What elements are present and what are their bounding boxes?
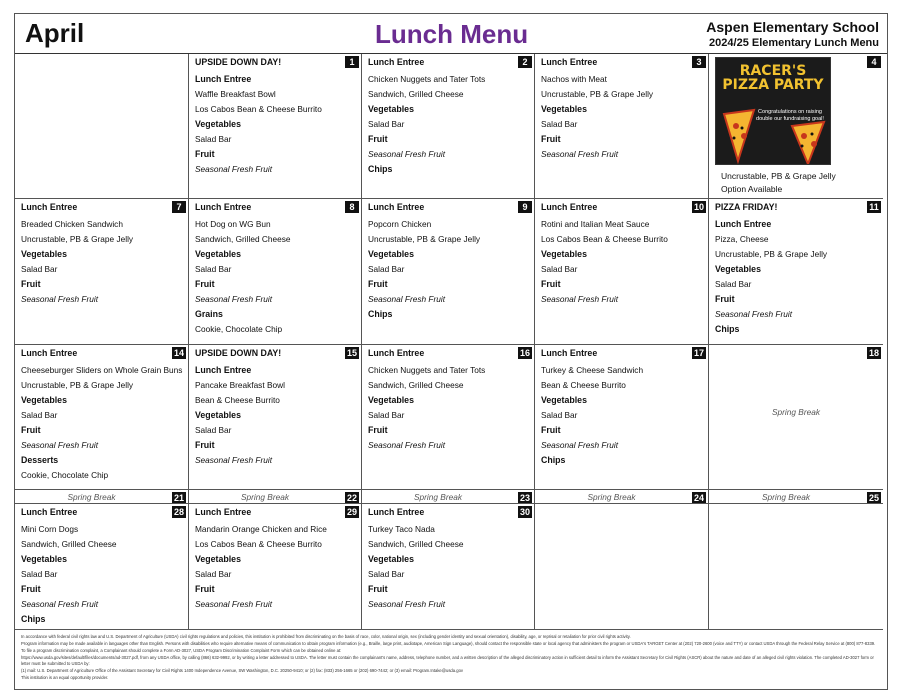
menu-item: Bean & Cheese Burrito [195,395,280,405]
day-cell-25 [709,490,883,504]
footer-paragraph: https://www.usda.gov/sites/default/files/documents/ad-3027.pdf, from any USDA office, by calling (866) 632-9992, or by writing a letter addressed to USDA. The letter must contain the complainant's name, address, telephone number, and a written description of the alleged discriminatory action in sufficient detail to inform the Assistant Secretary for Civil Rights (ASCR) about the nature and date of an alleged civil rights violation. The completed AD-3027 form or letter must be submitted to USDA by: [21,655,874,666]
menu-item: Uncrustable, PB & Grape Jelly [21,234,134,244]
menu-item: Seasonal Fresh Fruit [21,440,99,450]
menu-item: Seasonal Fresh Fruit [715,309,793,319]
day-cell-17 [535,345,709,490]
day-number: 2 [518,56,532,68]
menu-category-heading: Fruit [21,279,41,289]
school-name: Aspen Elementary School [706,19,879,35]
day-number: 22 [346,493,357,503]
menu-item: Cheeseburger Sliders on Whole Grain Buns [21,365,183,375]
poster-caption-line-2: Option Available [721,184,783,194]
menu-item: Salad Bar [195,425,232,435]
menu-item: Seasonal Fresh Fruit [195,599,273,609]
day-cell-7 [15,199,189,345]
day-number: 4 [867,56,881,68]
menu-item: Seasonal Fresh Fruit [541,440,619,450]
menu-item: Salad Bar [368,569,405,579]
menu-item: Seasonal Fresh Fruit [368,149,446,159]
menu-category-heading: Fruit [368,134,388,144]
menu-category-heading: Chips [368,309,393,319]
menu-item: Seasonal Fresh Fruit [195,294,273,304]
day-cell-11 [709,199,883,345]
page-title: Lunch Menu [375,19,529,49]
menu-category-heading: Lunch Entree [195,74,252,84]
menu-category-heading: Chips [21,614,46,624]
menu-category-heading: Fruit [715,294,735,304]
nondiscrimination-statement [21,634,883,689]
day-cell-3 [535,54,709,199]
menu-category-heading: Lunch Entree [541,348,598,358]
menu-category-heading: Chips [715,324,740,334]
menu-category-heading: Vegetables [368,104,414,114]
menu-category-heading: Grains [195,309,223,319]
day-cell-29 [189,504,362,630]
menu-item: Chicken Nuggets and Tater Tots [368,365,486,375]
menu-category-heading: UPSIDE DOWN DAY! [195,348,282,358]
menu-category-heading: Vegetables [195,410,241,420]
menu-item: Salad Bar [21,410,58,420]
day-number: 14 [173,348,184,358]
menu-item: Seasonal Fresh Fruit [195,455,273,465]
menu-item: Sandwich, Grilled Cheese [21,539,117,549]
menu-category-heading: Lunch Entree [195,202,252,212]
school-block [706,19,879,49]
day-cell-9 [362,199,535,345]
menu-item: Salad Bar [368,119,405,129]
day-cell-23 [362,490,535,504]
menu-item: Salad Bar [195,134,232,144]
menu-item: Los Cabos Bean & Cheese Burrito [195,539,322,549]
day-cell-18 [709,345,883,490]
menu-category-heading: Vegetables [541,395,587,405]
menu-item: Mandarin Orange Chicken and Rice [195,524,327,534]
menu-item: Turkey Taco Nada [368,524,435,534]
day-number: 16 [519,348,530,358]
menu-item: Popcorn Chicken [368,219,432,229]
poster-title: RACER'S PIZZA PARTY [722,63,824,93]
menu-item: Nachos with Meat [541,74,607,84]
menu-category-heading: Desserts [21,455,59,465]
menu-category-heading: Lunch Entree [21,507,78,517]
menu-category-heading: Vegetables [195,554,241,564]
day-number: 30 [519,507,530,517]
menu-item: Los Cabos Bean & Cheese Burrito [541,234,668,244]
menu-item: Salad Bar [21,264,58,274]
menu-category-heading: Lunch Entree [368,348,425,358]
menu-category-heading: Lunch Entree [368,202,425,212]
poster-caption-line-1: Uncrustable, PB & Grape Jelly [721,171,836,181]
menu-category-heading: Fruit [541,134,561,144]
menu-item: Salad Bar [715,279,752,289]
menu-item: Salad Bar [541,264,578,274]
menu-item: Seasonal Fresh Fruit [195,164,273,174]
menu-item: Seasonal Fresh Fruit [368,294,446,304]
menu-item: Salad Bar [195,264,232,274]
menu-category-heading: Vegetables [195,249,241,259]
day-cell-24 [535,490,709,504]
day-number: 1 [345,56,359,68]
menu-item: Turkey & Cheese Sandwich [541,365,644,375]
menu-category-heading: Vegetables [21,554,67,564]
menu-item: Uncrustable, PB & Grape Jelly [21,380,134,390]
menu-category-heading: Fruit [368,584,388,594]
menu-category-heading: Vegetables [541,104,587,114]
day-cell-1 [189,54,362,199]
spring-break-label: Spring Break [772,407,820,417]
day-number: 11 [867,201,881,213]
month-title: April [25,18,85,48]
menu-category-heading: Vegetables [715,264,761,274]
menu-item: Salad Bar [368,410,405,420]
day-number: 25 [868,493,879,503]
day-number: 10 [693,202,704,212]
menu-item: Seasonal Fresh Fruit [368,599,446,609]
menu-category-heading: PIZZA FRIDAY! [715,202,778,212]
day-number: 21 [173,493,184,503]
menu-item: Sandwich, Grilled Cheese [195,234,291,244]
calendar-grid [15,54,887,630]
menu-category-heading: Lunch Entree [541,202,598,212]
day-cell-2 [362,54,535,199]
menu-item: Pancake Breakfast Bowl [195,380,285,390]
menu-category-heading: Lunch Entree [541,57,598,67]
menu-item: Uncrustable, PB & Grape Jelly [541,89,654,99]
footer-paragraph: In accordance with federal civil rights law and U.S. Department of Agriculture (USDA) civil rights regulations and policies, this institution is prohibited from discriminating on the basis of race, color, national origin, sex (including gender identity and sexual orientation), disability, age, or reprisal or retaliation for prior civil rights activity. [21,634,631,639]
menu-category-heading: Fruit [195,440,215,450]
menu-category-heading: Fruit [195,279,215,289]
day-number: 3 [692,56,706,68]
menu-header [15,14,887,54]
day-number: 15 [346,348,357,358]
menu-category-heading: Fruit [21,425,41,435]
day-cell-16 [362,345,535,490]
footer-paragraph: (1) mail: U.S. Department of Agriculture Office of the Assistant Secretary for Civil Rights 1400 Independence Avenue, SW Washington, D.C. 20250-9410; or (2) fax: (833) 256-1665 or (202) 690-7442; or (3) email: Program.Intake@usda.gov [21,668,463,673]
spring-break-label: Spring Break [762,492,810,502]
day-number: 24 [693,493,704,503]
menu-item: Salad Bar [541,410,578,420]
poster-message: Congratulations on raising double our fundraising goal! [756,109,824,122]
menu-item: Pizza, Cheese [715,234,769,244]
day-number: 28 [173,507,184,517]
menu-item: Seasonal Fresh Fruit [541,149,619,159]
day-cell-28 [15,504,189,630]
menu-category-heading: Lunch Entree [21,348,78,358]
day-cell-30 [362,504,535,630]
menu-category-heading: Fruit [21,584,41,594]
menu-category-heading: Fruit [368,425,388,435]
menu-category-heading: UPSIDE DOWN DAY! [195,57,282,67]
menu-item: Uncrustable, PB & Grape Jelly [368,234,481,244]
spring-break-label: Spring Break [241,492,289,502]
empty-day-cell [709,504,883,630]
menu-item: Seasonal Fresh Fruit [21,599,99,609]
menu-category-heading: Vegetables [195,119,241,129]
day-number: 18 [868,348,879,358]
menu-item: Bean & Cheese Burrito [541,380,626,390]
day-cell-10 [535,199,709,345]
menu-item: Sandwich, Grilled Cheese [368,380,464,390]
menu-item: Salad Bar [21,569,58,579]
menu-subtitle: 2024/25 Elementary Lunch Menu [709,37,879,49]
menu-item: Salad Bar [368,264,405,274]
menu-category-heading: Chips [541,455,566,465]
menu-category-heading: Fruit [541,425,561,435]
day-cell-21 [15,490,189,504]
empty-day-cell [535,504,709,630]
menu-category-heading: Chips [368,164,393,174]
menu-item: Seasonal Fresh Fruit [21,294,99,304]
menu-item: Cookie, Chocolate Chip [195,324,283,334]
menu-sheet [14,13,888,690]
day-number: 7 [172,201,186,213]
menu-item: Salad Bar [195,569,232,579]
day-cell-8 [189,199,362,345]
menu-item: Hot Dog on WG Bun [195,219,271,229]
poster-caption [721,170,836,196]
menu-category-heading: Fruit [195,149,215,159]
menu-item: Breaded Chicken Sandwich [21,219,123,229]
menu-item: Salad Bar [541,119,578,129]
footer-paragraph: Program information may be made available in languages other than English. Persons with disabilities who require alternative means of communication to obtain program information (e.g., Braille, large print, audiotape, American Sign Language), should contact the responsible state or local agency that administers the program or USDA's TARGET Center at (202) 720-2600 (voice and TTY) or contact USDA through the Federal Relay Service at (800) 877-8339. [21,641,876,646]
menu-item: Cookie, Chocolate Chip [21,470,109,480]
spring-break-label: Spring Break [414,492,462,502]
menu-category-heading: Fruit [541,279,561,289]
footer-paragraph: To file a program discrimination complaint, a Complainant should complete a Form AD-3027, USDA Program Discrimination Complaint Form which can be obtained online at: [21,648,342,653]
day-number: 9 [518,201,532,213]
day-cell-22 [189,490,362,504]
spring-break-label: Spring Break [67,492,116,502]
menu-category-heading: Vegetables [541,249,587,259]
menu-category-heading: Vegetables [368,395,414,405]
menu-category-heading: Vegetables [368,249,414,259]
menu-category-heading: Lunch Entree [368,507,425,517]
day-cell-14 [15,345,189,490]
menu-category-heading: Lunch Entree [368,57,425,67]
menu-category-heading: Vegetables [368,554,414,564]
day-number: 23 [519,493,530,503]
menu-category-heading: Vegetables [21,395,67,405]
day-cell-15 [189,345,362,490]
menu-item: Uncrustable, PB & Grape Jelly [715,249,828,259]
menu-category-heading: Lunch Entree [195,507,252,517]
menu-item: Los Cabos Bean & Cheese Burrito [195,104,322,114]
menu-category-heading: Lunch Entree [195,365,252,375]
menu-item: Sandwich, Grilled Cheese [368,89,464,99]
menu-item: Seasonal Fresh Fruit [368,440,446,450]
day-number: 8 [345,201,359,213]
menu-category-heading: Fruit [195,584,215,594]
menu-category-heading: Fruit [368,279,388,289]
day-number: 29 [346,507,357,517]
menu-item: Mini Corn Dogs [21,524,79,534]
menu-item: Chicken Nuggets and Tater Tots [368,74,486,84]
footer-paragraph: This institution is an equal opportunity provider. [21,675,109,680]
menu-category-heading: Lunch Entree [715,219,772,229]
menu-item: Rotini and Italian Meat Sauce [541,219,650,229]
menu-item: Sandwich, Grilled Cheese [368,539,464,549]
menu-item: Seasonal Fresh Fruit [541,294,619,304]
menu-item: Waffle Breakfast Bowl [195,89,276,99]
pizza-party-poster [715,57,831,165]
spring-break-label: Spring Break [587,492,636,502]
menu-category-heading: Lunch Entree [21,202,78,212]
day-number: 17 [693,348,704,358]
menu-category-heading: Vegetables [21,249,67,259]
day-cell-4 [709,54,883,199]
empty-day-cell [15,54,189,199]
